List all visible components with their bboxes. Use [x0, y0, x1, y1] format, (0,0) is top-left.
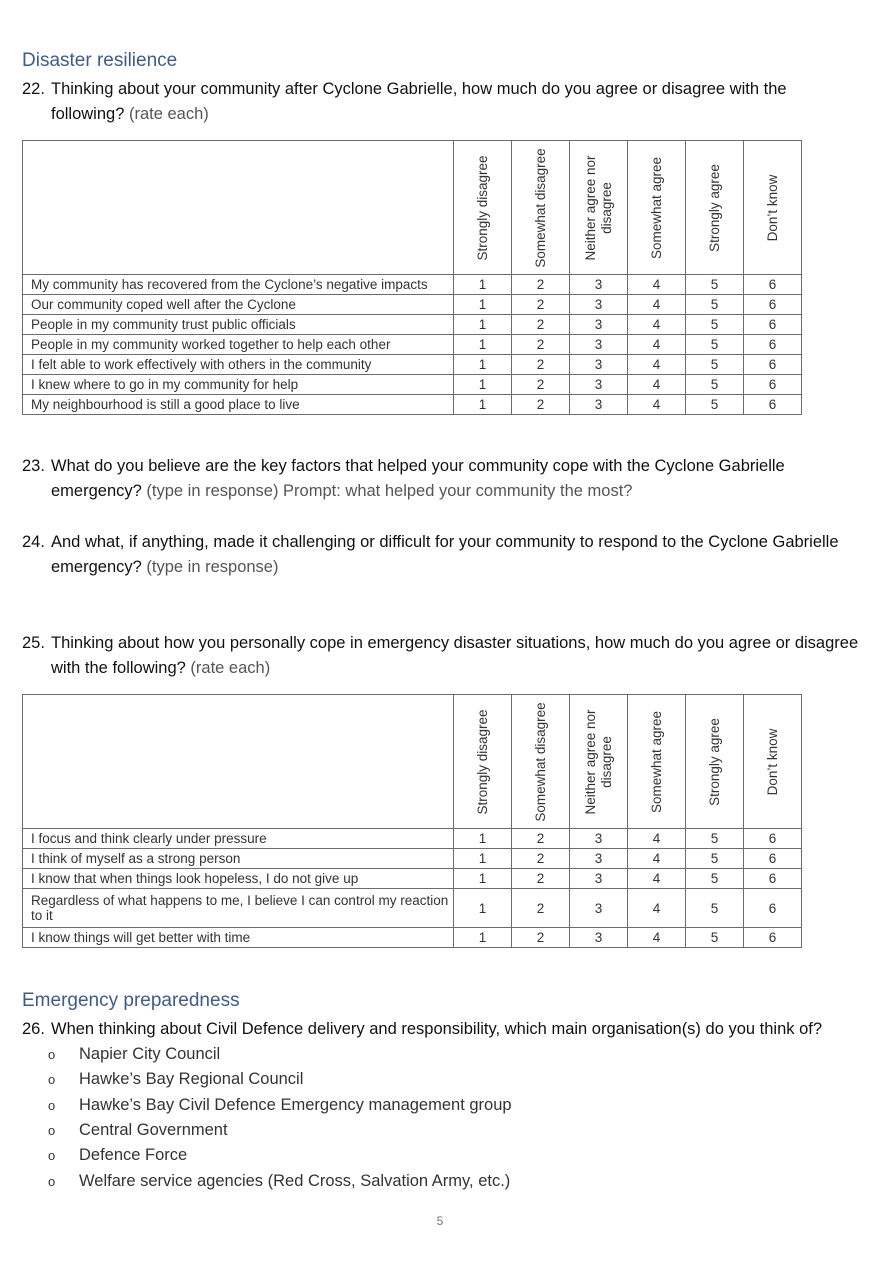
rating-option[interactable]: 3 [570, 928, 628, 948]
rating-option[interactable]: 5 [686, 275, 744, 295]
rating-option[interactable]: 5 [686, 335, 744, 355]
option-label: Napier City Council [79, 1045, 221, 1064]
row-statement: I know that when things look hopeless, I do not give up [23, 869, 454, 889]
section-heading-emergency-preparedness: Emergency preparedness [22, 990, 240, 1011]
rating-option[interactable]: 3 [570, 889, 628, 928]
rating-option[interactable]: 5 [686, 829, 744, 849]
rating-option[interactable]: 4 [628, 295, 686, 315]
rating-option[interactable]: 2 [512, 375, 570, 395]
column-header [686, 695, 744, 829]
rating-option[interactable]: 4 [628, 928, 686, 948]
table-row [23, 295, 802, 315]
rating-option[interactable]: 3 [570, 829, 628, 849]
column-header [570, 695, 628, 829]
column-header [512, 695, 570, 829]
question-text: And what, if anything, made it challenging or difficult for your community to respond to the Cyclone Gabrielle emergency? [51, 533, 839, 576]
column-header [454, 141, 512, 275]
option-bullet: o [48, 1072, 56, 1088]
column-header-label: Strongly agree [706, 717, 722, 806]
question-text: Thinking about your community after Cyclone Gabrielle, how much do you agree or disagree with the following? [51, 80, 787, 123]
table-row [23, 335, 802, 355]
row-statement: People in my community worked together to help each other [23, 335, 454, 355]
option-label: Hawke’s Bay Regional Council [79, 1070, 304, 1089]
question-25 [22, 631, 862, 681]
rating-option[interactable]: 2 [512, 849, 570, 869]
rating-option[interactable]: 2 [512, 355, 570, 375]
column-header [744, 141, 802, 275]
row-statement: Regardless of what happens to me, I believe I can control my reaction to it [23, 889, 454, 928]
rating-option[interactable]: 3 [570, 315, 628, 335]
rating-option[interactable]: 3 [570, 849, 628, 869]
rating-option[interactable]: 3 [570, 395, 628, 415]
question-text: When thinking about Civil Defence delivery and responsibility, which main organisation(s) do you think of? [51, 1020, 823, 1038]
rating-option[interactable]: 1 [454, 889, 512, 928]
rating-option[interactable]: 6 [744, 829, 802, 849]
rating-option[interactable]: 1 [454, 375, 512, 395]
rating-option[interactable]: 2 [512, 335, 570, 355]
rating-option[interactable]: 6 [744, 335, 802, 355]
answer-option[interactable] [48, 1093, 512, 1118]
table-row [23, 275, 802, 295]
answer-options-list [48, 1042, 512, 1194]
option-bullet: o [48, 1148, 56, 1164]
table-row [23, 315, 802, 335]
question-24 [22, 530, 862, 580]
rating-option[interactable]: 6 [744, 355, 802, 375]
column-header-label: Somewhat disagree [532, 147, 548, 268]
rating-option[interactable]: 5 [686, 315, 744, 335]
column-header [628, 695, 686, 829]
rating-option[interactable]: 4 [628, 355, 686, 375]
option-label: Welfare service agencies (Red Cross, Salvation Army, etc.) [79, 1171, 511, 1190]
rating-option[interactable]: 4 [628, 395, 686, 415]
column-header [454, 695, 512, 829]
rating-option[interactable]: 6 [744, 869, 802, 889]
column-header-label: Don’t know [764, 728, 780, 795]
question-number: 26. [22, 1020, 45, 1038]
rating-option[interactable]: 4 [628, 889, 686, 928]
rating-option[interactable]: 4 [628, 375, 686, 395]
rating-option[interactable]: 4 [628, 275, 686, 295]
answer-option[interactable] [48, 1067, 512, 1092]
question-hint: (type in response) [146, 558, 279, 576]
rating-option[interactable]: 3 [570, 355, 628, 375]
rating-option[interactable]: 4 [628, 315, 686, 335]
rating-option[interactable]: 5 [686, 849, 744, 869]
table-row [23, 928, 802, 948]
option-bullet: o [48, 1173, 56, 1189]
rating-option[interactable]: 3 [570, 275, 628, 295]
column-header [512, 141, 570, 275]
rating-option[interactable]: 2 [512, 295, 570, 315]
rating-option[interactable]: 6 [744, 315, 802, 335]
row-statement: I focus and think clearly under pressure [23, 829, 454, 849]
question-22 [22, 77, 862, 127]
table-header-row [23, 141, 802, 275]
rating-option[interactable]: 1 [454, 355, 512, 375]
question-26 [22, 1017, 862, 1042]
answer-option[interactable] [48, 1042, 512, 1067]
table-corner-cell [23, 141, 454, 275]
rating-option[interactable]: 3 [570, 869, 628, 889]
rating-option[interactable]: 5 [686, 869, 744, 889]
column-header-label: Strongly disagree [474, 154, 490, 261]
rating-option[interactable]: 2 [512, 869, 570, 889]
rating-option[interactable]: 1 [454, 928, 512, 948]
answer-option[interactable] [48, 1143, 512, 1168]
column-header-label: Neither agree nor disagree [582, 154, 614, 261]
question-23 [22, 454, 862, 504]
table-row [23, 375, 802, 395]
question-hint: (rate each) [128, 105, 209, 123]
column-header [744, 695, 802, 829]
rating-table-q25 [22, 694, 802, 948]
table-row [23, 395, 802, 415]
column-header-label: Neither agree nor disagree [582, 708, 614, 815]
page-number: 5 [436, 1214, 444, 1228]
rating-option[interactable]: 1 [454, 849, 512, 869]
table-row [23, 355, 802, 375]
rating-option[interactable]: 6 [744, 375, 802, 395]
rating-option[interactable]: 1 [454, 275, 512, 295]
rating-option[interactable]: 6 [744, 295, 802, 315]
rating-option[interactable]: 5 [686, 355, 744, 375]
rating-option[interactable]: 3 [570, 295, 628, 315]
row-statement: My community has recovered from the Cyclone’s negative impacts [23, 275, 454, 295]
option-label: Hawke’s Bay Civil Defence Emergency management group [79, 1095, 512, 1114]
question-number: 22. [22, 80, 45, 98]
rating-option[interactable]: 5 [686, 889, 744, 928]
rating-option[interactable]: 5 [686, 395, 744, 415]
rating-option[interactable]: 6 [744, 889, 802, 928]
column-header [628, 141, 686, 275]
option-bullet: o [48, 1047, 56, 1063]
row-statement: I know things will get better with time [23, 928, 454, 948]
question-number: 24. [22, 533, 45, 551]
table-row [23, 829, 802, 849]
question-text: Thinking about how you personally cope in emergency disaster situations, how much do you agree or disagree with the following? [51, 634, 859, 677]
row-statement: I think of myself as a strong person [23, 849, 454, 869]
rating-option[interactable]: 5 [686, 295, 744, 315]
option-label: Defence Force [79, 1146, 188, 1165]
question-hint: (rate each) [190, 659, 271, 677]
row-statement: My neighbourhood is still a good place to live [23, 395, 454, 415]
rating-option[interactable]: 3 [570, 375, 628, 395]
column-header-label: Somewhat agree [648, 710, 664, 813]
option-label: Central Government [79, 1121, 228, 1140]
row-statement: I knew where to go in my community for help [23, 375, 454, 395]
question-text: What do you believe are the key factors that helped your community cope with the Cyclone Gabrielle emergency? [51, 457, 785, 500]
rating-option[interactable]: 1 [454, 829, 512, 849]
answer-option[interactable] [48, 1168, 512, 1193]
table-corner-cell [23, 695, 454, 829]
rating-option[interactable]: 1 [454, 315, 512, 335]
column-header-label: Somewhat disagree [532, 701, 548, 822]
rating-option[interactable]: 3 [570, 335, 628, 355]
rating-option[interactable]: 2 [512, 275, 570, 295]
rating-option[interactable]: 2 [512, 395, 570, 415]
column-header [686, 141, 744, 275]
rating-option[interactable]: 1 [454, 335, 512, 355]
rating-option[interactable]: 1 [454, 295, 512, 315]
rating-option[interactable]: 5 [686, 928, 744, 948]
option-bullet: o [48, 1097, 56, 1113]
column-header-label: Strongly agree [706, 163, 722, 252]
table-row [23, 849, 802, 869]
rating-option[interactable]: 6 [744, 849, 802, 869]
column-header-label: Don’t know [764, 174, 780, 241]
rating-table-q22 [22, 140, 802, 415]
rating-option[interactable]: 6 [744, 395, 802, 415]
column-header [570, 141, 628, 275]
rating-option[interactable]: 5 [686, 375, 744, 395]
rating-option[interactable]: 2 [512, 315, 570, 335]
rating-option[interactable]: 1 [454, 869, 512, 889]
column-header-label: Somewhat agree [648, 156, 664, 259]
table-row [23, 889, 802, 928]
rating-option[interactable]: 6 [744, 275, 802, 295]
rating-option[interactable]: 6 [744, 928, 802, 948]
rating-option[interactable]: 2 [512, 829, 570, 849]
rating-option[interactable]: 2 [512, 889, 570, 928]
question-number: 25. [22, 634, 45, 652]
row-statement: Our community coped well after the Cyclone [23, 295, 454, 315]
question-hint: (type in response) Prompt: what helped your community the most? [146, 482, 633, 500]
rating-option[interactable]: 4 [628, 829, 686, 849]
row-statement: I felt able to work effectively with others in the community [23, 355, 454, 375]
section-heading-disaster-resilience: Disaster resilience [22, 50, 178, 71]
answer-option[interactable] [48, 1118, 512, 1143]
rating-option[interactable]: 4 [628, 849, 686, 869]
table-header-row [23, 695, 802, 829]
row-statement: People in my community trust public officials [23, 315, 454, 335]
rating-option[interactable]: 1 [454, 395, 512, 415]
rating-option[interactable]: 2 [512, 928, 570, 948]
question-number: 23. [22, 457, 45, 475]
table-row [23, 869, 802, 889]
rating-option[interactable]: 4 [628, 869, 686, 889]
column-header-label: Strongly disagree [474, 708, 490, 815]
rating-option[interactable]: 4 [628, 335, 686, 355]
option-bullet: o [48, 1123, 56, 1139]
